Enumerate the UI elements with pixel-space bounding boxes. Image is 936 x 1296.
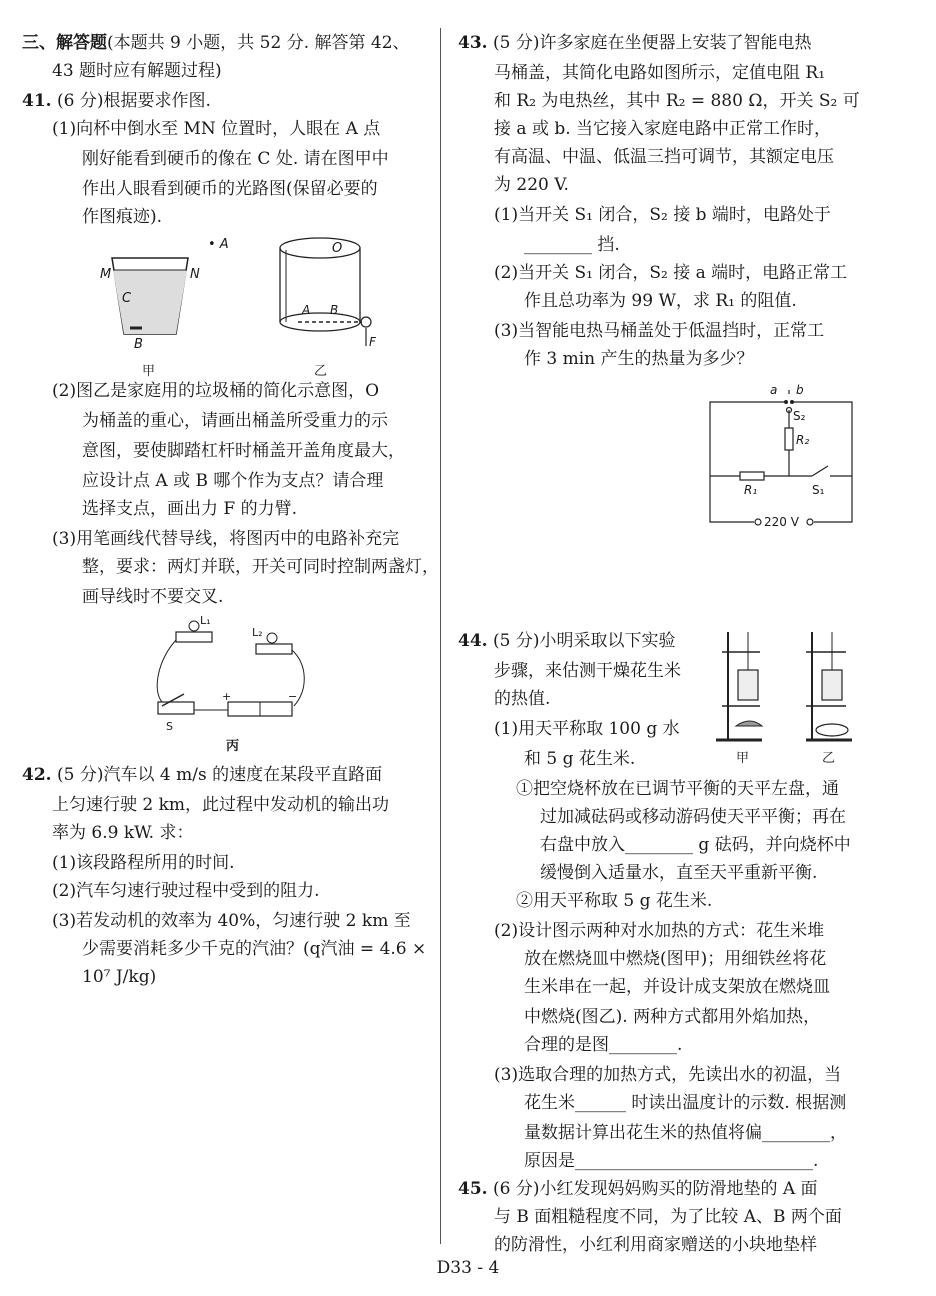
column-divider	[440, 28, 441, 1244]
label-b: B	[134, 337, 143, 352]
section-heading: 三、解答题(本题共 9 小题，共 52 分. 解答第 42、	[22, 33, 410, 53]
label-s2: S₂	[793, 409, 806, 423]
label-n: N	[190, 267, 200, 282]
q42-p3-line: 10⁷ J/kg)	[82, 967, 157, 987]
label-r2: R₂	[796, 433, 810, 447]
q45-line: 的防滑性，小红利用商家赠送的小块地垫样	[494, 1235, 817, 1255]
q41-p1-line: 作出人眼看到硬币的光路图(保留必要的	[82, 179, 378, 199]
q44-line: 的热值.	[494, 689, 551, 709]
q44-p3-line: 量数据计算出花生米的热值将偏________，	[524, 1123, 847, 1143]
switch-icon	[158, 702, 194, 714]
label-m: M	[100, 267, 112, 282]
q44-p1-line: (1)用天平称取 100 g 水	[494, 719, 680, 739]
caption-jia: 甲	[142, 364, 156, 379]
q42-p3-line: (3)若发动机的效率为 40%，匀速行驶 2 km 至	[52, 911, 411, 931]
q42-line: 率为 6.9 kW. 求：	[52, 823, 194, 843]
q43-circuit-diagram	[700, 380, 870, 540]
caption-bing: 丙	[226, 739, 240, 754]
beaker-yi-icon	[822, 670, 842, 700]
label-s1: S₁	[812, 483, 825, 497]
q45-header: 45. (6 分)小红发现妈妈购买的防滑地垫的 A 面	[458, 1179, 818, 1199]
q44-p3-line: 花生米______ 时读出温度计的示数. 根据测	[524, 1093, 847, 1113]
q41-p2-line: 应设计点 A 或 B 哪个作为支点？请合理	[82, 471, 384, 491]
q43-line: 马桶盖，其简化电路如图所示，定值电阻 R₁	[494, 63, 826, 83]
q43-line: 和 R₂ 为电热丝，其中 R₂ = 880 Ω，开关 S₂ 可	[494, 91, 860, 111]
q44-s1-line: 过加减砝码或移动游码使天平平衡；再在	[540, 807, 846, 827]
bulb-l2-icon	[267, 633, 277, 643]
q43-p1-line: ________ 挡.	[524, 235, 620, 255]
resistor-r2-icon	[785, 428, 793, 450]
q42-p1: (1)该段路程所用的时间.	[52, 853, 235, 873]
q44-p2-line: 放在燃烧皿中燃烧(图甲)；用细铁丝将花	[524, 949, 827, 969]
q41-p3-line: 画导线时不要交叉.	[82, 587, 224, 607]
q43-p1-line: (1)当开关 S₁ 闭合，S₂ 接 b 端时，电路处于	[494, 205, 831, 225]
q44-p3-line: 原因是____________________________.	[524, 1151, 819, 1171]
label-o: O	[332, 241, 343, 256]
label-l2: L₂	[252, 626, 263, 639]
q44-header: 44. (5 分)小明采取以下实验	[458, 631, 676, 651]
label-a: • A	[208, 237, 229, 252]
caption-yi: 乙	[314, 364, 328, 379]
label-f: F	[369, 335, 376, 349]
q42-line: 上匀速行驶 2 km，此过程中发动机的输出功	[52, 795, 390, 815]
q43-header: 43. (5 分)许多家庭在坐便器上安装了智能电热	[458, 33, 812, 53]
q41-p1-line: (1)向杯中倒水至 MN 位置时，人眼在 A 点	[52, 119, 381, 139]
q44-p2-line: 合理的是图________.	[524, 1035, 683, 1055]
resistor-r1-icon	[740, 472, 764, 480]
label-s: S	[166, 720, 173, 733]
label-voltage: 220 V	[764, 515, 799, 529]
q41-p3-line: (3)用笔画线代替导线，将图丙中的电路补充完	[52, 529, 400, 549]
label-r1: R₁	[744, 483, 758, 497]
beaker-jia-icon	[738, 670, 758, 700]
q42-header: 42. (5 分)汽车以 4 m/s 的速度在某段平直路面	[22, 765, 383, 785]
q44-s2-line: ②用天平称取 5 g 花生米.	[516, 891, 713, 911]
switch-s1-icon	[812, 466, 828, 476]
label-l1: L₁	[200, 614, 211, 627]
q41-p1-line: 作图痕迹).	[82, 207, 163, 227]
q44-p2-line: (2)设计图示两种对水加热的方式：花生米堆	[494, 921, 825, 941]
section-note: 43 题时应有解题过程)	[52, 61, 222, 81]
terminal-right-icon	[807, 519, 813, 525]
q44-p3-line: (3)选取合理的加热方式，先读出水的初温，当	[494, 1065, 842, 1085]
q41-header: 41. (6 分)根据要求作图.	[22, 91, 211, 111]
page-footer: D33 - 4	[436, 1258, 500, 1278]
q43-p2-line: (2)当开关 S₁ 闭合，S₂ 接 a 端时，电路正常工	[494, 263, 848, 283]
q43-line: 接 a 或 b. 当它接入家庭电路中正常工作时，	[494, 119, 832, 139]
caption-jia: 甲	[736, 751, 750, 766]
q44-p2-line: 中燃烧(图乙). 两种方式都用外焰加热，	[524, 1007, 821, 1027]
label-a: A	[302, 303, 311, 317]
figure-yi-trashbin	[270, 230, 410, 380]
q42-p3-line: 少需要消耗多少千克的汽油？(q汽油 = 4.6 ×	[82, 939, 427, 959]
q41-p1-line: 刚好能看到硬币的像在 C 处. 请在图甲中	[82, 149, 389, 169]
q41-p2-line: 选择支点，画出力 F 的力臂.	[82, 499, 298, 519]
label-plus: +	[222, 690, 232, 703]
figure-bing-circuit	[148, 610, 328, 758]
terminal-left-icon	[755, 519, 761, 525]
q43-line: 为 220 V.	[494, 175, 569, 195]
q44-line: 步骤，来估测干燥花生米	[494, 661, 681, 681]
label-b: B	[330, 303, 339, 317]
q44-s1-line: 右盘中放入________ g 砝码，并向烧杯中	[540, 835, 851, 855]
q45-line: 与 B 面粗糙程度不同，为了比较 A、B 两个面	[494, 1207, 842, 1227]
bulb-l1-icon	[189, 621, 199, 631]
label-a: a	[770, 383, 778, 397]
q43-p3-line: (3)当智能电热马桶盖处于低温挡时，正常工	[494, 321, 825, 341]
label-minus: −	[288, 690, 298, 703]
figure-jia-cup	[90, 230, 240, 380]
q41-p3-line: 整，要求：两灯并联，开关可同时控制两盏灯，	[82, 557, 439, 577]
q43-p2-line: 作且总功率为 99 W，求 R₁ 的阻值.	[524, 291, 797, 311]
label-b: b	[796, 383, 804, 397]
q43-line: 有高温、中温、低温三挡可调节，其额定电压	[494, 147, 834, 167]
caption-yi: 乙	[822, 751, 836, 766]
q41-p2-line: 意图，要使脚踏杠杆时桶盖开盖角度最大，	[82, 441, 405, 461]
label-c: C	[122, 291, 132, 306]
q41-p2-line: 为桶盖的重心，请画出桶盖所受重力的示	[82, 411, 388, 431]
q44-s1-line: ①把空烧杯放在已调节平衡的天平左盘，通	[516, 779, 839, 799]
q43-p3-line: 作 3 min 产生的热量为多少？	[524, 349, 754, 369]
q44-p1-line: 和 5 g 花生米.	[524, 749, 636, 769]
q44-heating-figure	[704, 622, 864, 770]
q42-p2: (2)汽车匀速行驶过程中受到的阻力.	[52, 881, 320, 901]
q44-s1-line: 缓慢倒入适量水，直至天平重新平衡.	[540, 863, 818, 883]
q44-p2-line: 生米串在一起，并设计成支架放在燃烧皿	[524, 977, 830, 997]
q41-p2-line: (2)图乙是家庭用的垃圾桶的简化示意图，O	[52, 381, 380, 401]
